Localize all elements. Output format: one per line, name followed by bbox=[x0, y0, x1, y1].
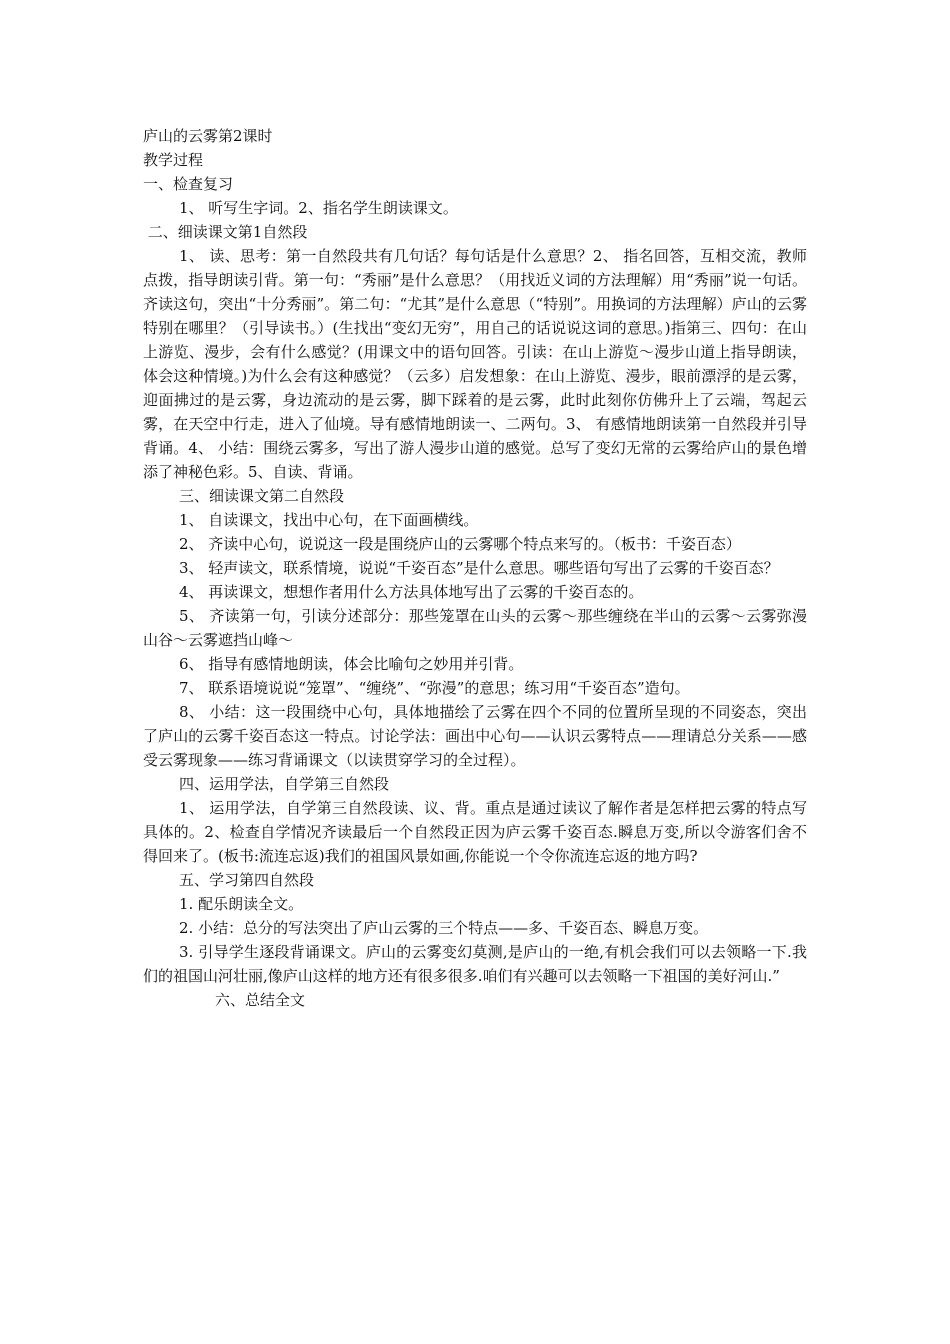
section-3-heading: 三、细读课文第二自然段 bbox=[179, 487, 345, 505]
section-5-heading: 五、学习第四自然段 bbox=[179, 871, 315, 889]
document-title: 庐山的云雾第2课时 bbox=[143, 127, 273, 145]
section-1-item: 1、 听写生字词。2、指名学生朗读课文。 bbox=[179, 199, 458, 217]
section-3-item: 8、 小结：这一段围绕中心句，具体地描绘了云雾在四个不同的位置所呈现的不同姿态，突出了庐山的云雾千姿百态这一特点。讨论学法：画出中心句——认识云雾特点——理请总分关系——感受云雾现象——练习背诵课文（以读贯穿学习的全过程）。 bbox=[143, 703, 807, 769]
section-3-item: 6、 指导有感情地朗读，体会比喻句之妙用并引背。 bbox=[179, 655, 524, 673]
section-2-paragraph: 1、 读、思考：第一自然段共有几句话？每句话是什么意思？2、 指名回答，互相交流，教师点拨，指导朗读引背。第一句：“秀丽”是什么意思？（用找近义词的方法理解）用“秀丽”说一句话。齐读这句，突出“十分秀丽”。第二句：“尤其”是什么意思（“特别”。用换词的方法理解）庐山的云雾特别在哪里？（引导读书。）(生找出“变幻无穷”，用自己的话说说这词的意思。)指第三、四句：在山上游览、漫步，会有什么感觉？(用课文中的语句回答。引读：在山上游览～漫步山道上指导朗读，体会这种情境。)为什么会有这种感觉？（云多）启发想象：在山上游览、漫步，眼前漂浮的是云雾，迎面拂过的是云雾，身边流动的是云雾，脚下踩着的是云雾，此时此刻你仿佛升上了云端，驾起云雾，在天空中行走，进入了仙境。导有感情地朗读一、二两句。3、 有感情地朗读第一自然段并引导背诵。4、 小结：围绕云雾多，写出了游人漫步山道的感觉。总写了变幻无常的云雾给庐山的景色增添了神秘色彩。5、自读、背诵。 bbox=[143, 247, 807, 481]
section-3-item: 2、 齐读中心句，说说这一段是围绕庐山的云雾哪个特点来写的。（板书：千姿百态） bbox=[179, 535, 741, 553]
section-1-heading: 一、检查复习 bbox=[143, 175, 234, 193]
document-subtitle: 教学过程 bbox=[143, 151, 204, 169]
section-3-item: 7、 联系语境说说“笼罩”、“缠绕”、“弥漫”的意思；练习用“千姿百态”造句。 bbox=[179, 679, 690, 697]
document-content bbox=[143, 124, 807, 1012]
section-3-item: 5、 齐读第一句，引读分述部分：那些笼罩在山头的云雾～那些缠绕在半山的云雾～云雾弥漫山谷～云雾遮挡山峰～ bbox=[143, 607, 807, 649]
section-4-heading: 四、运用学法，自学第三自然段 bbox=[179, 775, 390, 793]
section-2-heading: 二、细读课文第1自然段 bbox=[143, 223, 308, 241]
section-5-item: 2. 小结：总分的写法突出了庐山云雾的三个特点——多、千姿百态、瞬息万变。 bbox=[179, 919, 709, 937]
section-3-item: 3、 轻声读文，联系情境，说说“千姿百态”是什么意思。哪些语句写出了云雾的千姿百态？ bbox=[179, 559, 779, 577]
section-5-item: 1. 配乐朗读全文。 bbox=[179, 895, 304, 913]
section-6-heading: 六、总结全文 bbox=[215, 991, 306, 1009]
section-3-item: 1、 自读课文，找出中心句，在下面画横线。 bbox=[179, 511, 479, 529]
section-5-item: 3. 引导学生逐段背诵课文。庐山的云雾变幻莫测,是庐山的一绝,有机会我们可以去领略一下.我们的祖国山河壮丽,像庐山这样的地方还有很多很多.咱们有兴趣可以去领略一下祖国的美好河山.” bbox=[143, 943, 807, 985]
section-4-paragraph: 1、 运用学法，自学第三自然段读、议、背。重点是通过读议了解作者是怎样把云雾的特点写具体的。2、检查自学情况齐读最后一个自然段正因为庐云雾千姿百态.瞬息万变,所以令游客们舍不得回来了。(板书:流连忘返)我们的祖国风景如画,你能说一个令你流连忘返的地方吗? bbox=[143, 799, 807, 865]
section-3-item: 4、 再读课文，想想作者用什么方法具体地写出了云雾的千姿百态的。 bbox=[179, 583, 644, 601]
